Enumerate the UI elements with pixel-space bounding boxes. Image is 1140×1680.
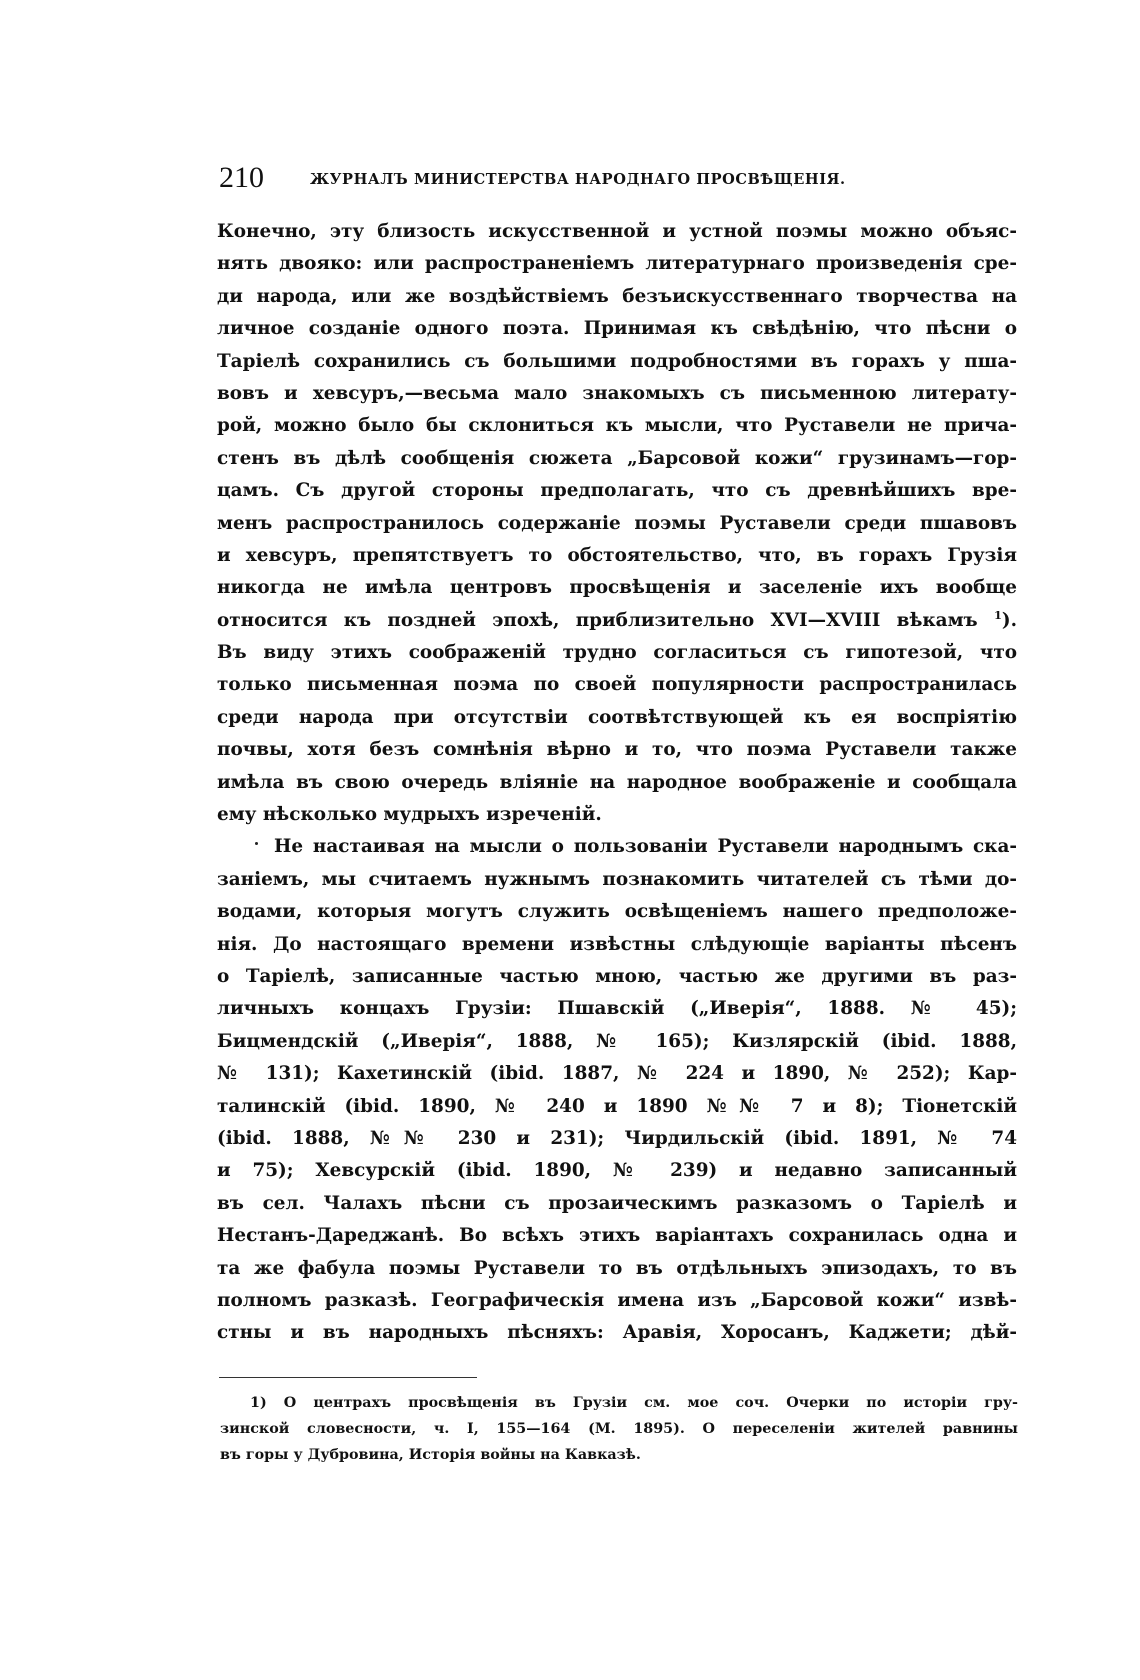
text-line-content: относится къ поздней эпохѣ, приблизительно XVI—XVIII вѣкамъ	[217, 609, 978, 631]
text-line: Нестанъ-Дареджанѣ. Во всѣхъ этихъ варіантахъ сохранилась одна и	[217, 1225, 1017, 1247]
text-line: заніемъ, мы считаемъ нужнымъ познакомить читателей съ тѣми до-	[217, 868, 1017, 890]
page-number: 210	[219, 161, 264, 194]
text-line: нять двояко: или распространеніемъ литературнаго произведенія сре-	[217, 253, 1017, 275]
text-line: и 75); Хевсурскій (ibid. 1890, № 239) и недавно записанный	[217, 1160, 1017, 1182]
text-line-with-footnote-ref	[217, 605, 1017, 637]
footnote-text: О центрахъ просвѣщенія въ Грузіи см. мое соч. Очерки по исторіи гру-	[283, 1395, 1018, 1411]
text-line: водами, которыя могутъ служить освѣщеніемъ нашего предположе-	[217, 901, 1017, 923]
journal-title: ЖУРНАЛЪ МИНИСТЕРСТВА НАРОДНАГО ПРОСВѢЩЕНІЯ.	[310, 170, 846, 188]
main-text	[217, 216, 1017, 1350]
text-line: никогда не имѣла центровъ просвѣщенія и заселеніе ихъ вообще	[217, 577, 1017, 599]
text-line: ди народа, или же воздѣйствіемъ безъискусственнаго творчества на	[217, 285, 1017, 307]
text-line: Въ виду этихъ соображеній трудно согласиться съ гипотезой, что	[217, 642, 1017, 664]
text-line: менъ распространилось содержаніе поэмы Руставели среди пшавовъ	[217, 512, 1017, 534]
text-line: талинскій (ibid. 1890, № 240 и 1890 №№ 7 и 8); Тіонетскій	[217, 1095, 1017, 1117]
text-line: личныхъ концахъ Грузіи: Пшавскій („Иверія“, 1888. № 45);	[217, 998, 1017, 1020]
text-line: (ibid. 1888, №№ 230 и 231); Чирдильскій (ibid. 1891, № 74	[217, 1127, 1017, 1149]
print-speck	[255, 842, 258, 845]
text-line: полномъ разказѣ. Географическія имена изъ „Барсовой кожи“ извѣ-	[217, 1289, 1017, 1311]
text-line: нія. До настоящаго времени извѣстны слѣдующіе варіанты пѣсенъ	[217, 933, 1017, 955]
text-line: та же фабула поэмы Руставели то въ отдѣльныхъ эпизодахъ, то въ	[217, 1257, 1017, 1279]
text-line: среди народа при отсутствіи соотвѣтствующей къ ея воспріятію	[217, 706, 1017, 728]
text-line: почвы, хотя безъ сомнѣнія вѣрно и то, что поэма Руставели также	[217, 739, 1017, 761]
text-line: Таріелѣ сохранились съ большими подробностями въ горахъ у пша-	[217, 350, 1017, 372]
text-line: № 131); Кахетинскій (ibid. 1887, № 224 и 1890, № 252); Кар-	[217, 1063, 1017, 1085]
text-line: Конечно, эту близость искусственной и устной поэмы можно объяс-	[217, 221, 1017, 242]
text-line: имѣла въ свою очередь вліяніе на народное воображеніе и сообщала	[217, 771, 1017, 793]
footnote-ref[interactable]: 1	[993, 607, 1002, 622]
footnote-marker: 1)	[250, 1395, 267, 1411]
text-line: и хевсуръ, препятствуетъ то обстоятельство, что, въ горахъ Грузія	[217, 544, 1017, 566]
text-line: Не настаивая на мысли о пользованіи Руставели народнымъ ска-	[274, 836, 1017, 858]
text-line: ему нѣсколько мудрыхъ изреченій.	[217, 804, 602, 826]
text-line: о Таріелѣ, записанные частью мною, частью же другими въ раз-	[217, 965, 1017, 987]
footnote-line: зинской словесности, ч. I, 155—164 (М. 1895). О переселеніи жителей равнины	[220, 1421, 1018, 1437]
footnote-divider	[219, 1377, 477, 1378]
footnote-line	[220, 1390, 1018, 1416]
text-line: стны и въ народныхъ пѣсняхъ: Аравія, Хоросанъ, Каджети; дѣй-	[217, 1322, 1017, 1344]
running-head	[219, 158, 1019, 198]
text-line: цамъ. Съ другой стороны предполагать, что съ древнѣйшихъ вре-	[217, 480, 1017, 502]
text-line: въ сел. Чалахъ пѣсни съ прозаическимъ разказомъ о Таріелѣ и	[217, 1192, 1017, 1214]
text-line: рой, можно было бы склониться къ мысли, что Руставели не прича-	[217, 415, 1017, 437]
footnote-line: въ горы у Дубровина, Исторія войны на Кавказѣ.	[220, 1447, 641, 1463]
text-line: Бицмендскій („Иверія“, 1888, № 165); Кизлярскій (ibid. 1888,	[217, 1030, 1017, 1052]
text-line: вовъ и хевсуръ,—весьма мало знакомыхъ съ письменною литерату-	[217, 382, 1017, 404]
text-line: стенъ въ дѣлѣ сообщенія сюжета „Барсовой кожи“ грузинамъ—гор-	[217, 447, 1017, 469]
footnotes	[220, 1390, 1018, 1468]
text-line: только письменная поэма по своей популярности распространилась	[217, 674, 1017, 696]
text-line: личное созданіе одного поэта. Принимая къ свѣдѣнію, что пѣсни о	[217, 318, 1017, 340]
footnote-ref-suffix: ).	[1001, 609, 1017, 631]
